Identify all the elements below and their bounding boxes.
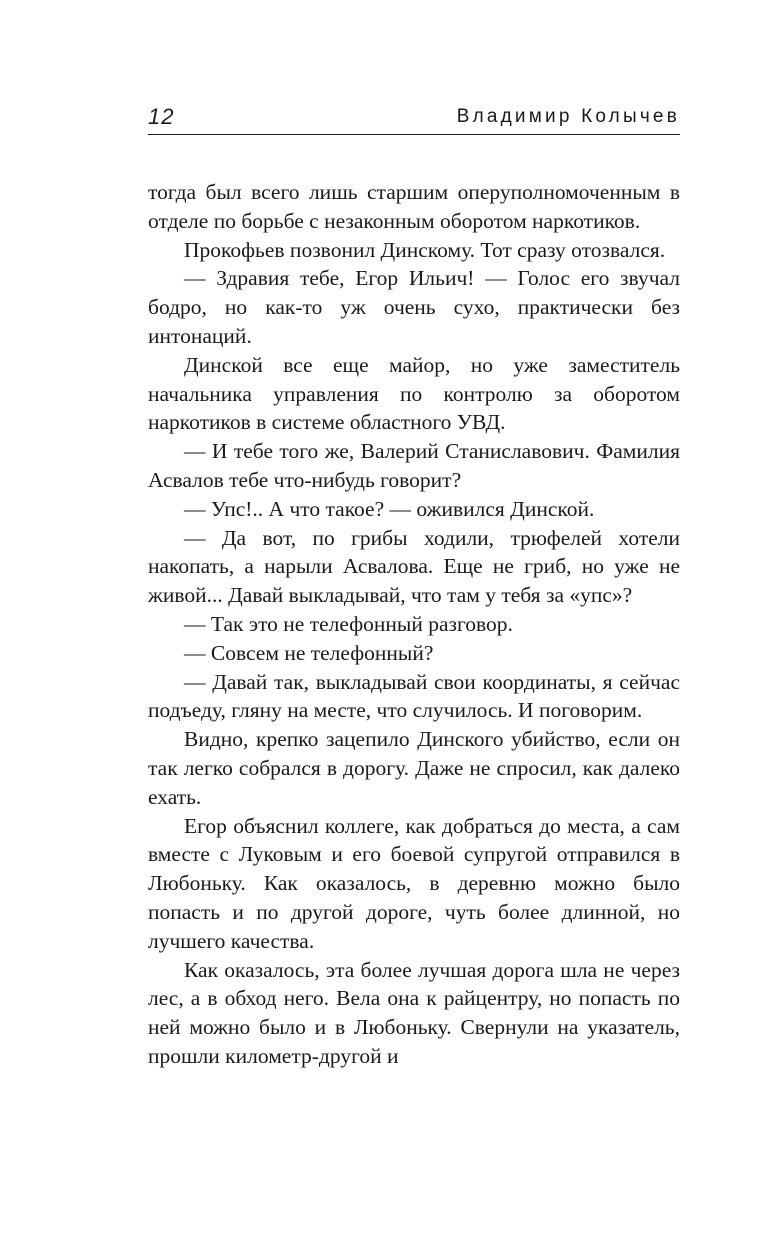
paragraph: тогда был всего лишь старшим оперуполномоченным в отделе по борьбе с незаконным оборотом наркотиков. (148, 180, 680, 233)
paragraph: Егор объяснил коллеге, как добраться до места, а сам вместе с Луковым и его боевой супругой отправился в Любоньку. Как оказалось, в деревню можно было попасть и по другой дороге, чуть более длинной, но лучшего качества. (148, 813, 680, 953)
paragraph: — И тебе того же, Валерий Станиславович. Фамилия Асвалов тебе что-нибудь говорит? (148, 439, 680, 492)
author-name: Владимир Колычев (456, 106, 680, 127)
body-text (148, 178, 680, 1071)
paragraph: Прокофьев позвонил Динскому. Тот сразу отозвался. (184, 237, 666, 262)
running-header (148, 98, 680, 135)
paragraph: Видно, крепко зацепило Динского убийство, если он так легко собрался в дорогу. Даже не спросил, как далеко ехать. (148, 727, 680, 809)
paragraph: — Совсем не телефонный? (184, 640, 434, 665)
paragraph: Динской все еще майор, но уже заместитель начальника управления по контролю за оборотом наркотиков в системе областного УВД. (148, 352, 680, 435)
paragraph: Как оказалось, эта более лучшая дорога шла не через лес, а в обход него. Вела она к райцентру, но попасть по ней можно было и в Любоньку. Свернули на указатель, прошли километр-другой и (148, 957, 680, 1068)
paragraph: — Упс!.. А что такое? — оживился Динской. (184, 496, 595, 521)
paragraph: — Давай так, выкладывай свои координаты, я сейчас подъеду, гляну на месте, что случилось. И поговорим. (148, 669, 680, 723)
paragraph: — Да вот, по грибы ходили, трюфелей хотели накопать, а нарыли Асвалова. Еще не гриб, но уже не живой... Давай выкладывай, что там у тебя за «упс»? (148, 525, 680, 608)
paragraph: — Так это не телефонный разговор. (184, 611, 513, 636)
paragraph: — Здравия тебе, Егор Ильич! — Голос его звучал бодро, но как-то уж очень сухо, практически без интонаций. (148, 266, 680, 348)
page-number: 12 (148, 104, 175, 129)
